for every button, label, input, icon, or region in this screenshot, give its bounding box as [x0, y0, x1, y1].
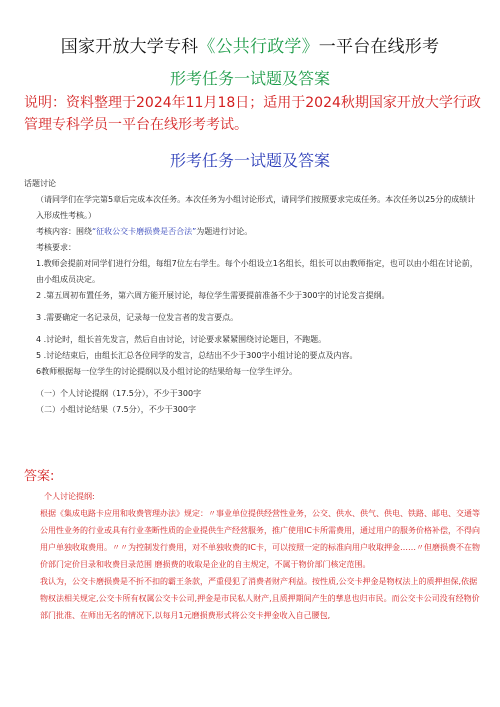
score-item-1: （一）个人讨论提纲（17.5分），不少于300字: [36, 389, 202, 398]
answer-paragraph-1: 根据《集成电路卡应用和收费管理办法》规定：〃事业单位提供经营性业务，公交、供水、供气、供电、铁路、邮电、交通等公用性业务的行业或具有行业垄断性质的企业提供生产经营服务，推广使用IC卡所需费用，通过用户的服务价格补偿，不得向用户单独收取费用。〃〃为控制发行费用，对不单独收费的IC卡，可以按照一定的标准向用户收取押金……〃但磨损费不在物价部门定价目录和收费目录范围 磨损费的收取是企业的自主规定，不属于物价部门核定范围。: [40, 509, 480, 569]
answer-subheading: 个人讨论提纲:: [44, 492, 95, 501]
requirements-label: 考核要求：: [36, 243, 76, 252]
requirement-2: 2 .第五周初布置任务，第六周方能开展讨论，每位学生需要提前准备不少于300字的讨论发言提纲。: [36, 291, 390, 300]
content-prefix: 考核内容：围绕: [36, 227, 92, 236]
answer-paragraph-2: 我认为，公交卡磨损费是不折不扣的霸王条款，严重侵犯了消费者财产利益。按性质,公交卡押金是物权法上的质押担保,依据物权法相关规定,公交卡所有权属公交卡公司,押金是市民私人财产,且质押期间产生的孳息也归市民。而公交卡公司没有经物价部门批准、在师出无名的情况下,以每月1元磨损费形式将公交卡押金收入自己腰包,: [40, 577, 480, 620]
document-note: 说明：资料整理于2024年11月18日；适用于2024秋期国家开放大学行政管理专科学员一平台在线形考考试。: [24, 95, 481, 133]
requirement-3: 3 .需要确定一名记录员，记录每一位发言者的发言要点。: [36, 313, 239, 322]
requirement-1: 1.教师会提前对同学们进行分组，每组7位左右学生。每个小组设立1名组长，组长可以由教师指定，也可以由小组在讨论前，由小组成员决定。: [36, 259, 478, 284]
requirement-4: 4 .讨论时，组长首先发言，然后自由讨论，讨论要求紧紧围绕讨论题目，不跑题。: [36, 335, 327, 344]
question-content: [24, 224, 480, 240]
title-course: 《公共行政学》: [198, 37, 319, 57]
subtitle-blue: 形考任务一试题及答案: [169, 151, 330, 170]
answer-section: [24, 488, 480, 624]
document-title: [0, 32, 500, 57]
question-label: 话题讨论: [24, 179, 56, 188]
question-section: [24, 176, 480, 418]
requirement-5: 5 .讨论结束后，由组长汇总各位同学的发言，总结出不少于300字小组讨论的要点及内容。: [36, 351, 358, 360]
title-suffix: 一平台在线形考: [318, 37, 440, 57]
subtitle-green: 形考任务一试题及答案: [169, 69, 330, 88]
content-topic: “征收公交卡磨损费是否合法”: [92, 227, 197, 236]
content-suffix: 为题进行讨论。: [196, 227, 253, 236]
answer-heading: 答案:: [24, 469, 55, 484]
title-prefix: 国家开放大学专科: [60, 37, 199, 57]
requirement-6: 6教师根据每一位学生的讨论提纲以及小组讨论的结果给每一位学生评分。: [36, 367, 298, 376]
score-item-2: （二）小组讨论结果（7.5分），不少于300字: [36, 405, 196, 414]
question-intro: （请同学们在学完第5章后完成本次任务。本次任务为小组讨论形式，请同学们按照要求完成任务。本次任务以25分的成绩计入形成性考核。）: [36, 195, 476, 220]
